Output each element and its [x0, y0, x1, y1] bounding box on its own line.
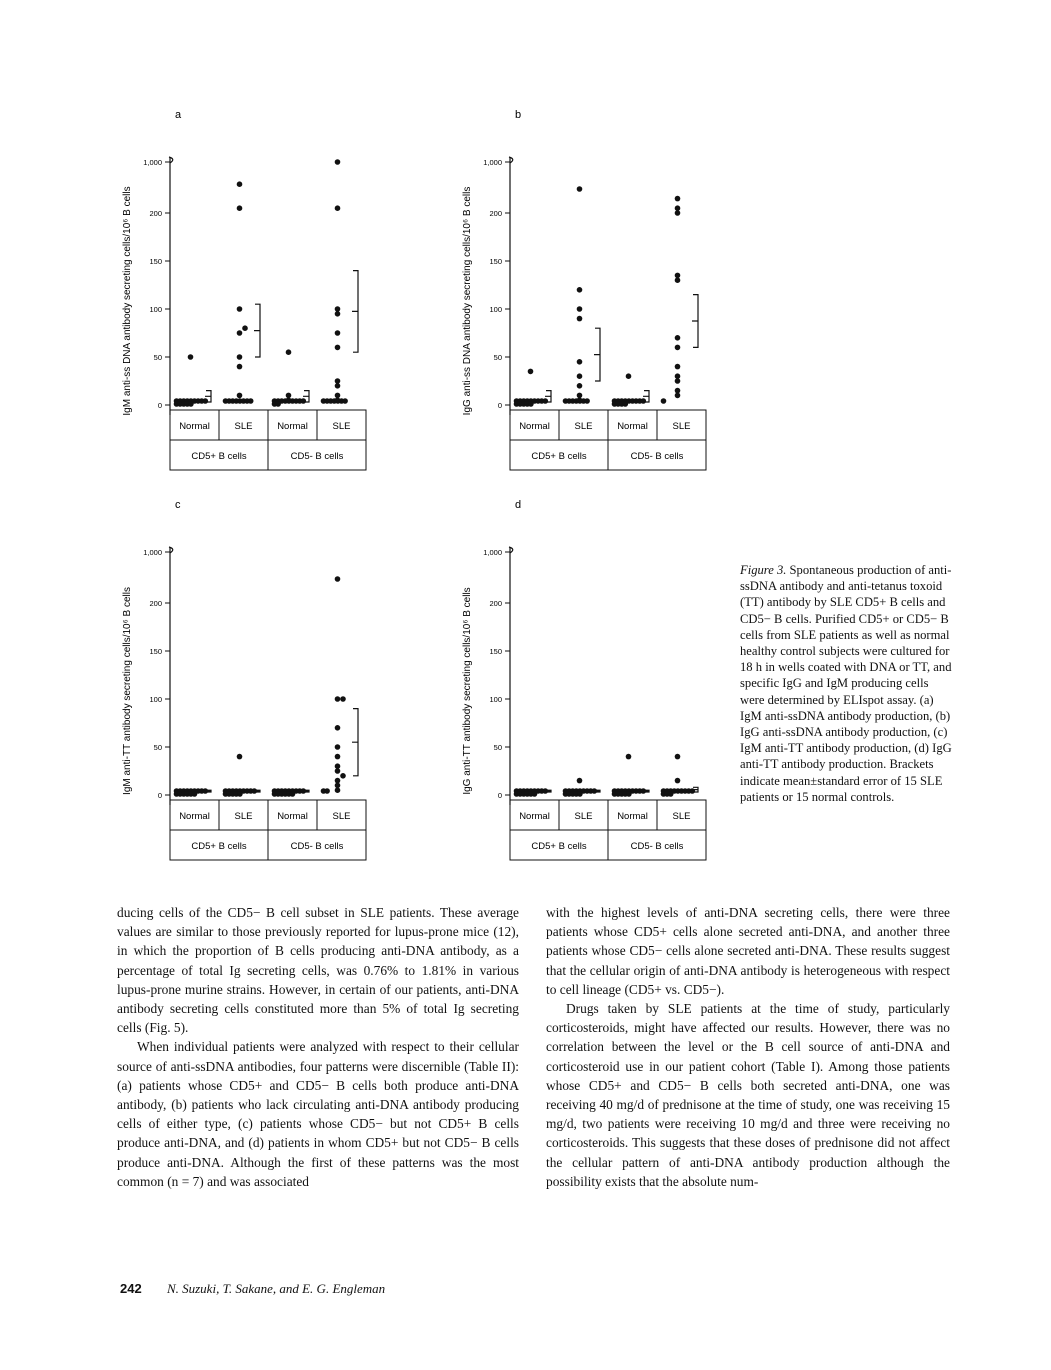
group-label: SLE: [574, 421, 593, 432]
data-point: [237, 364, 243, 370]
data-point: [192, 791, 198, 797]
subset-label: CD5+ B cells: [191, 841, 247, 852]
data-point: [675, 210, 681, 216]
data-point: [528, 401, 534, 407]
caption-label: Figure 3.: [740, 563, 787, 577]
data-point: [340, 773, 346, 779]
data-point: [626, 791, 632, 797]
data-point: [675, 196, 681, 202]
data-point: [577, 316, 583, 322]
data-point: [335, 787, 341, 793]
group-label: SLE: [672, 421, 691, 432]
group-label: Normal: [277, 421, 308, 432]
group-label: Normal: [617, 811, 648, 822]
data-point: [203, 398, 209, 404]
data-point: [237, 330, 243, 336]
data-point: [286, 349, 292, 355]
data-point: [335, 306, 341, 312]
data-point: [237, 754, 243, 760]
caption-text: Spontaneous production of anti-ssDNA antibody and anti-tetanus toxoid (TT) antibody by SLE CD5+ B cells and CD5− B cells. Purified CD5+ or CD5− B cells from SLE patients as well as normal healthy control subjects were cultured for 18 h in wells coated with DNA or TT, and specific IgG and IgM producing cells were determined by ELIspot assay. (a) IgM anti-ssDNA antibody production, (b) IgG anti-ssDNA antibody production, (c) IgM anti-TT antibody production, (d) IgG anti-TT antibody production. Brackets indicate mean±standard error of 15 SLE patients or 15 normal controls.: [740, 563, 952, 804]
data-point: [675, 345, 681, 351]
y-tick-label: 100: [149, 695, 162, 704]
subset-label: CD5+ B cells: [531, 841, 587, 852]
figure-panel-d: [450, 495, 730, 857]
data-point: [237, 393, 243, 399]
subset-label: CD5+ B cells: [531, 451, 587, 462]
data-point: [335, 205, 341, 211]
data-point: [577, 778, 583, 784]
data-point: [237, 306, 243, 312]
data-point: [577, 287, 583, 293]
y-tick-label: 100: [489, 305, 502, 314]
group-label: Normal: [179, 421, 210, 432]
body-right-column: [546, 903, 950, 1191]
data-point: [188, 401, 194, 407]
data-point: [335, 696, 341, 702]
data-point: [335, 345, 341, 351]
data-point: [577, 186, 583, 192]
data-point: [690, 788, 696, 794]
data-point: [626, 754, 632, 760]
data-point: [340, 696, 346, 702]
page-number: 242: [120, 1281, 142, 1296]
page-footer: [120, 1281, 385, 1297]
data-point: [626, 373, 632, 379]
data-point: [335, 378, 341, 384]
data-point: [577, 393, 583, 399]
data-point: [242, 325, 248, 331]
mean-se-bracket: [352, 709, 358, 776]
data-point: [577, 791, 583, 797]
mean-se-bracket: [594, 328, 600, 381]
data-point: [335, 311, 341, 317]
subset-label: CD5- B cells: [290, 451, 344, 462]
data-point: [675, 373, 681, 379]
body-paragraph: ducing cells of the CD5− B cell subset in SLE patients. These average values are similar to those previously reported for lupus-prone mice (12), in which the proportion of B cells producing anti-DNA antibody, as a percentage of total Ig secreting cells, was 0.76% to 1.81% in various lupus-prone murine strains. However, in certain of our patients, anti-DNA antibody secreting cells constituted more than 5% of total Ig secreting cells (Fig. 5).: [117, 905, 519, 1036]
data-point: [335, 783, 341, 789]
y-tick-label: 150: [489, 257, 502, 266]
y-tick-label: 100: [489, 695, 502, 704]
subset-label: CD5- B cells: [630, 841, 684, 852]
data-point: [342, 398, 348, 404]
y-tick-label: 50: [493, 353, 502, 362]
body-left-column: [117, 903, 519, 1191]
subset-label: CD5+ B cells: [191, 451, 247, 462]
data-point: [335, 397, 341, 403]
data-point: [528, 369, 534, 375]
figure-caption: [740, 562, 952, 805]
body-paragraph: Drugs taken by SLE patients at the time of study, particularly corticosteroids, might have affected our results. However, there was no correlation between the level or the B cell source of anti-DNA and corticosteroid use in our patient cohort (Table I). Among those patients whose CD5+ and CD5− B cells both secreted anti-DNA, one was receiving 40 mg/d of prednisone at the time of study, one was receiving 15 mg/d, two patients were receiving 10 mg/d and three were receiving no corticosteroids. This suggests that these doses of prednisone did not affect the cellular pattern of anti-DNA antibody production although the possibility exists that the absolute num-: [546, 1001, 950, 1189]
data-point: [335, 744, 341, 750]
data-point: [301, 398, 307, 404]
data-point: [335, 725, 341, 731]
data-point: [248, 398, 254, 404]
group-label: SLE: [574, 811, 593, 822]
data-point: [675, 388, 681, 394]
body-paragraph: When individual patients were analyzed with respect to their cellular source of anti-ssDNA antibodies, four patterns were discernible (Table II): (a) patients whose CD5+ and CD5− B cells both produce anti-DNA antibody, (b) patients who lack circulating anti-DNA antibody producing cells of either type, (c) patients whose CD5− but not CD5+ B cells produce anti-DNA, and (d) patients in whom CD5+ but not CD5− B cells produce anti-DNA. Although the first of these patterns was the most common (n = 7) and was associated: [117, 1039, 519, 1189]
group-label: SLE: [234, 421, 253, 432]
data-point: [668, 791, 674, 797]
y-tick-label: 200: [149, 599, 162, 608]
data-point: [675, 273, 681, 279]
data-point: [532, 791, 538, 797]
data-point: [237, 181, 243, 187]
data-point: [335, 159, 341, 165]
data-point: [335, 576, 341, 582]
y-tick-label: 200: [149, 209, 162, 218]
subset-label: CD5- B cells: [290, 841, 344, 852]
data-point: [335, 778, 341, 784]
data-point: [661, 398, 667, 404]
data-point: [543, 398, 549, 404]
panel-letter: c: [175, 499, 181, 511]
y-tick-label: 1,000: [483, 158, 502, 167]
figure-panel-a: [110, 105, 390, 470]
data-point: [286, 397, 292, 403]
y-tick-label: 200: [489, 599, 502, 608]
data-point: [324, 788, 330, 794]
y-axis-label: IgM anti-TT antibody secreting cells/10⁶ B cells: [122, 587, 133, 795]
data-point: [675, 378, 681, 384]
y-tick-label: 0: [497, 791, 502, 800]
mean-se-bracket: [254, 304, 260, 357]
data-point: [675, 277, 681, 283]
y-axis-label: IgM anti-ss DNA antibody secreting cells/10⁶ B cells: [122, 186, 133, 416]
footer-authors: N. Suzuki, T. Sakane, and E. G. Engleman: [166, 1281, 386, 1296]
figure-panel-c: [110, 495, 390, 855]
y-tick-label: 100: [149, 305, 162, 314]
data-point: [675, 754, 681, 760]
mean-se-bracket: [692, 295, 698, 348]
data-point: [237, 791, 243, 797]
group-label: Normal: [519, 811, 550, 822]
data-point: [675, 205, 681, 211]
subset-label: CD5- B cells: [630, 451, 684, 462]
data-point: [335, 393, 341, 399]
data-point: [286, 393, 292, 399]
data-point: [290, 791, 296, 797]
data-point: [335, 383, 341, 389]
y-tick-label: 0: [157, 401, 162, 410]
scatter-plot-d: [450, 495, 730, 857]
figure-panel-b: [450, 105, 730, 470]
y-axis-label: IgG anti-TT antibody secreting cells/10⁶ B cells: [462, 587, 473, 795]
body-paragraph: with the highest levels of anti-DNA secreting cells, there were three patients whose CD5+ cells alone secreted anti-DNA, and another three patients whose CD5− cells alone secreted anti-DNA. These results suggest that the cellular origin of anti-DNA antibody is heterogeneous with respect to cell lineage (CD5+ vs. CD5−).: [546, 905, 950, 997]
data-point: [584, 398, 590, 404]
group-label: SLE: [332, 421, 351, 432]
panel-letter: b: [515, 109, 522, 121]
data-point: [335, 330, 341, 336]
data-point: [577, 306, 583, 312]
y-tick-label: 1,000: [143, 158, 162, 167]
data-point: [577, 383, 583, 389]
data-point: [335, 768, 341, 774]
y-tick-label: 1,000: [483, 548, 502, 557]
y-tick-label: 50: [493, 743, 502, 752]
group-label: SLE: [234, 811, 253, 822]
y-tick-label: 200: [489, 209, 502, 218]
data-point: [577, 359, 583, 365]
scatter-plot-b: [450, 105, 730, 470]
data-point: [675, 393, 681, 399]
y-tick-label: 150: [149, 257, 162, 266]
group-label: SLE: [332, 811, 351, 822]
scatter-plot-c: [110, 495, 390, 855]
y-tick-label: 150: [149, 647, 162, 656]
data-point: [623, 401, 629, 407]
data-point: [275, 401, 281, 407]
y-axis-label: IgG anti-ss DNA antibody secreting cells/10⁶ B cells: [462, 186, 473, 416]
group-label: SLE: [672, 811, 691, 822]
mean-se-bracket: [352, 271, 358, 353]
y-tick-label: 0: [157, 791, 162, 800]
data-point: [641, 398, 647, 404]
data-point: [237, 354, 243, 360]
data-point: [675, 778, 681, 784]
group-label: Normal: [617, 421, 648, 432]
y-tick-label: 0: [497, 401, 502, 410]
data-point: [577, 397, 583, 403]
data-point: [577, 373, 583, 379]
panel-letter: d: [515, 499, 522, 511]
y-tick-label: 50: [153, 353, 162, 362]
group-label: Normal: [277, 811, 308, 822]
data-point: [675, 364, 681, 370]
scatter-plot-a: [110, 105, 390, 470]
data-point: [335, 754, 341, 760]
data-point: [335, 763, 341, 769]
panel-letter: a: [175, 109, 182, 121]
y-tick-label: 50: [153, 743, 162, 752]
data-point: [188, 354, 194, 360]
group-label: Normal: [179, 811, 210, 822]
data-point: [237, 205, 243, 211]
y-tick-label: 150: [489, 647, 502, 656]
y-tick-label: 1,000: [143, 548, 162, 557]
data-point: [675, 335, 681, 341]
group-label: Normal: [519, 421, 550, 432]
